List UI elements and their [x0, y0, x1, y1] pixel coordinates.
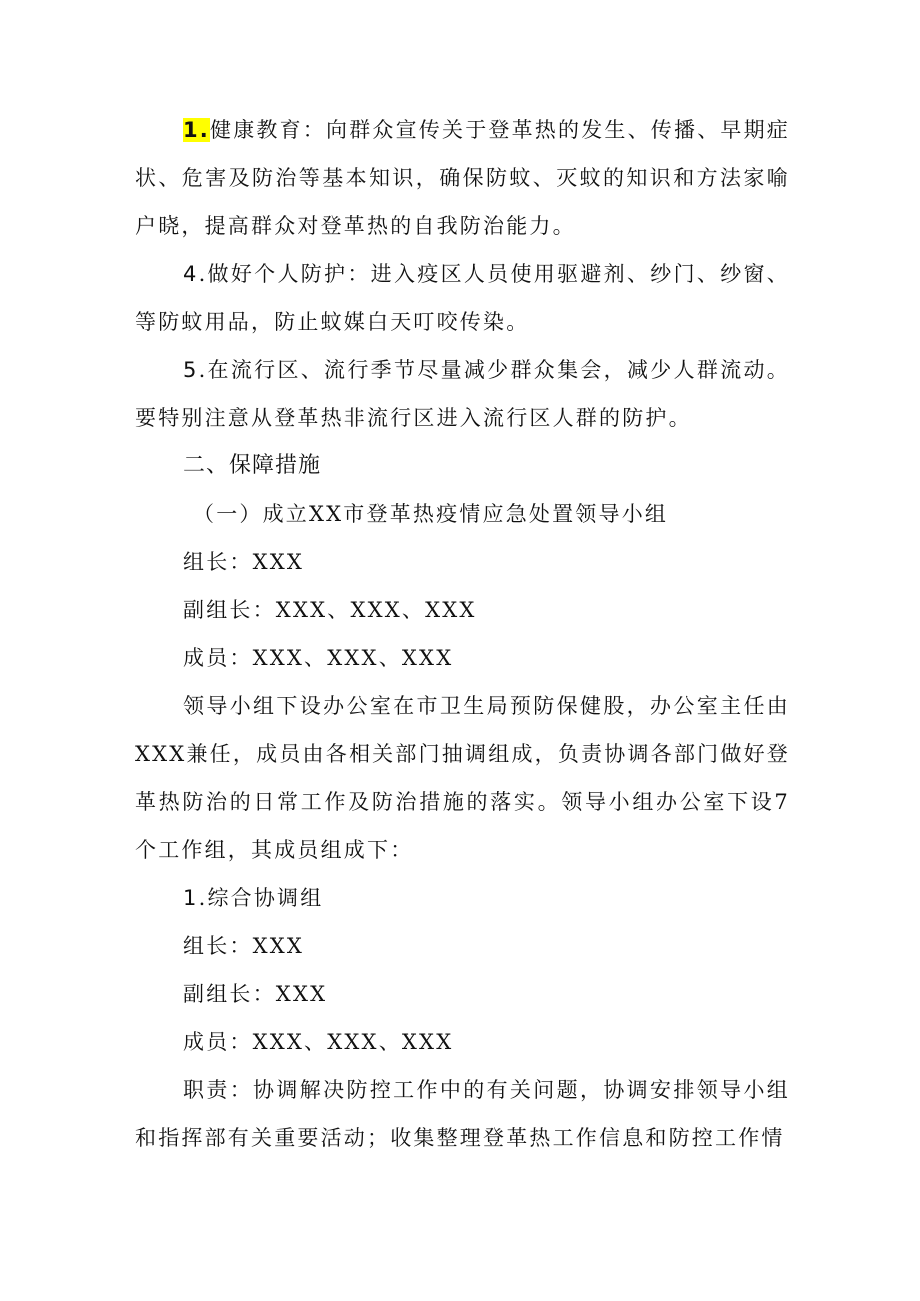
group-leader-line: 组长：XXX [183, 934, 305, 958]
item-number-highlight: 1. [183, 118, 210, 142]
paragraph-reduce-gatherings [135, 346, 790, 442]
subsection-heading: （一）成立XX市登革热疫情应急处置领导小组 [193, 502, 669, 526]
paragraph-text: .做好个人防护：进入疫区人员使用驱避剂、纱门、纱窗、等防蚊用品，防止蚊媒白天叮咬传染。 [135, 262, 790, 334]
group-deputy-line: 副组长：XXX [183, 982, 328, 1006]
section-heading: 二、保障措施 [183, 453, 322, 478]
members-line: 成员：XXX、XXX、XXX [183, 646, 454, 670]
paragraph-text: 健康教育：向群众宣传关于登革热的发生、传播、早期症状、危害及防治等基本知识，确保防蚊、灭蚊的知识和方法家喻户晓，提高群众对登革热的自我防治能力。 [135, 118, 790, 238]
document-body [135, 106, 790, 1162]
item-number: 4 [183, 262, 199, 286]
group-title [135, 874, 790, 922]
paragraph-personal-protection [135, 250, 790, 346]
paragraph-office: 领导小组下设办公室在市卫生局预防保健股，办公室主任由XXX兼任，成员由各相关部门抽调组成，负责协调各部门做好登革热防治的日常工作及防治措施的落实。领导小组办公室下设7个工作组，其成员组成下： [135, 694, 790, 862]
group-members-line: 成员：XXX、XXX、XXX [183, 1030, 454, 1054]
item-number: 5 [183, 358, 199, 382]
paragraph-health-education [135, 106, 790, 250]
group-title-text: .综合协调组 [198, 886, 324, 910]
leader-line: 组长：XXX [183, 550, 305, 574]
paragraph-duty: 职责：协调解决防控工作中的有关问题，协调安排领导小组和指挥部有关重要活动；收集整理登革热工作信息和防控工作情 [135, 1078, 790, 1150]
deputy-leader-line: 副组长：XXX、XXX、XXX [183, 598, 477, 622]
paragraph-text: .在流行区、流行季节尽量减少群众集会，减少人群流动。要特别注意从登革热非流行区进入流行区人群的防护。 [135, 358, 790, 430]
item-number: 1 [183, 886, 199, 910]
